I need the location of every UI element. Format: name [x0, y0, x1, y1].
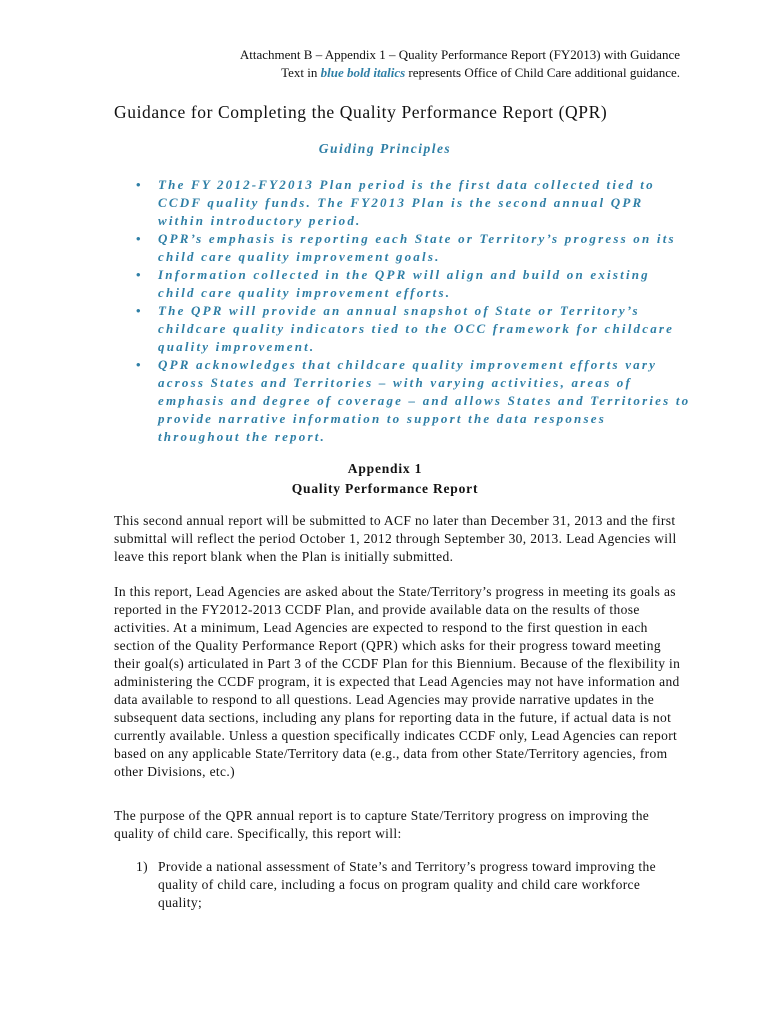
principle-item — [136, 176, 691, 230]
purpose-list — [136, 858, 681, 912]
bullet-icon: • — [136, 357, 143, 372]
appendix-heading — [0, 459, 770, 499]
guiding-principles-heading: Guiding Principles — [318, 141, 452, 156]
header-line-2-suffix: represents Office of Child Care additional guidance. — [405, 65, 680, 80]
guiding-principles-list — [136, 176, 691, 446]
principle-text: QPR’s emphasis is reporting each State or Territory’s progress on its child care quality improvement goals. — [158, 231, 676, 264]
header-line-2-prefix: Text in — [281, 65, 321, 80]
appendix-subtitle: Quality Performance Report — [291, 481, 479, 496]
appendix-title: Appendix 1 — [347, 461, 423, 476]
bullet-icon: • — [136, 231, 143, 246]
header-line-2-emphasis: blue bold italics — [320, 65, 406, 80]
bullet-icon: • — [136, 177, 143, 192]
principle-text: QPR acknowledges that childcare quality improvement efforts vary across States and Territories – with varying activities, areas of emphasis and degree of coverage – and allows States and Territories to provide narrative information to support the data responses throughout the report. — [158, 357, 691, 444]
submission-paragraph: This second annual report will be submitted to ACF no later than December 31, 2013 and the first submittal will reflect the period October 1, 2012 through September 30, 2013. Lead Agencies will leave this report blank when the Plan is initially submitted. — [114, 513, 677, 564]
principle-text: The FY 2012-FY2013 Plan period is the first data collected tied to CCDF quality funds. The FY2013 Plan is the second annual QPR within introductory period. — [158, 177, 655, 228]
guidance-title: Guidance for Completing the Quality Performance Report (QPR) — [114, 102, 608, 122]
list-item-text: Provide a national assessment of State’s and Territory’s progress toward improving the quality of child care, including a focus on program quality and child care workforce quality; — [158, 859, 656, 910]
document-header — [120, 46, 680, 82]
header-line-2 — [120, 64, 680, 82]
header-line-1: Attachment B – Appendix 1 – Quality Performance Report (FY2013) with Guidance — [239, 47, 680, 62]
principle-item — [136, 302, 691, 356]
principle-item — [136, 266, 691, 302]
bullet-icon: • — [136, 303, 143, 318]
principle-item — [136, 230, 691, 266]
principle-text: Information collected in the QPR will align and build on existing child care quality improvement efforts. — [158, 267, 650, 300]
purpose-list-item — [136, 858, 681, 912]
bullet-icon: • — [136, 267, 143, 282]
principle-text: The QPR will provide an annual snapshot of State or Territory’s childcare quality indicators tied to the OCC framework for childcare quality improvement. — [158, 303, 675, 354]
lead-agencies-paragraph: In this report, Lead Agencies are asked about the State/Territory’s progress in meeting its goals as reported in the FY2012-2013 CCDF Plan, and provide available data on the results of those activities. At a minimum, Lead Agencies are expected to respond to the first question in each section of the Quality Performance Report (QPR) which asks for their progress toward meeting their goal(s) articulated in Part 3 of the CCDF Plan for this Biennium. Because of the flexibility in administering the CCDF program, it is expected that Lead Agencies may not have information and data available to respond to all questions. Lead Agencies may provide narrative updates in the subsequent data sections, including any plans for reporting data in the future, if actual data is not currently available. Unless a question specifically indicates CCDF only, Lead Agencies can report based on any applicable State/Territory data (e.g., data from other State/Territory agencies, from other Divisions, etc.) — [114, 584, 681, 779]
purpose-paragraph: The purpose of the QPR annual report is to capture State/Territory progress on improving the quality of child care. Specifically, this report will: — [114, 808, 650, 841]
principle-item — [136, 356, 691, 446]
list-number: 1) — [136, 859, 148, 874]
